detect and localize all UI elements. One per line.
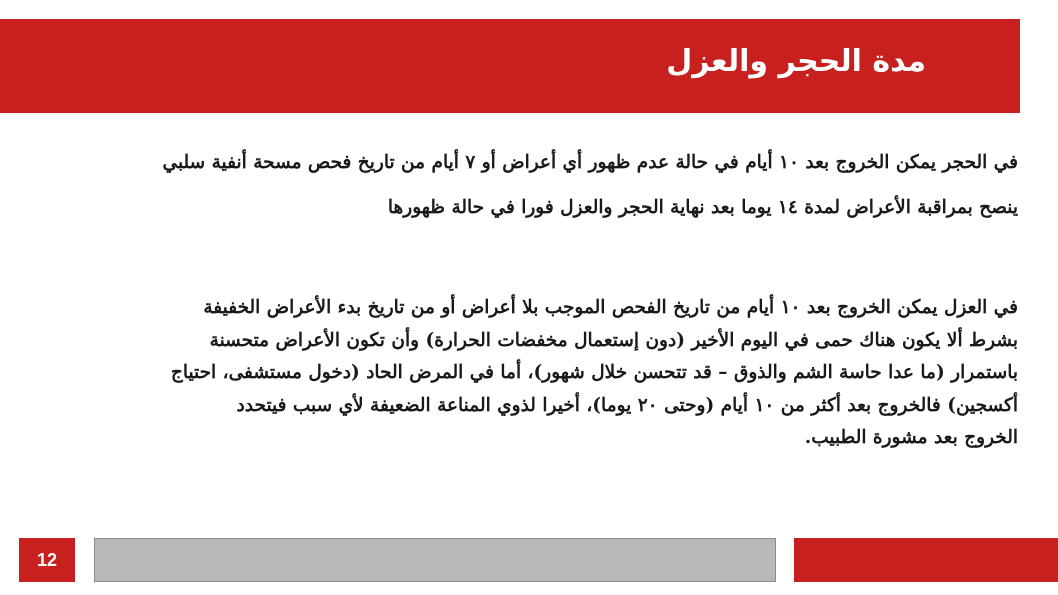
paragraph-line: في العزل يمكن الخروج بعد ١٠ أيام من تاريخ الفحص الموجب بلا أعراض أو من تاريخ بدء الأعراض الخفيفة (203, 297, 1018, 318)
footer-red-bar (794, 538, 1058, 582)
paragraph-line: باستمرار (ما عدا حاسة الشم والذوق – قد تتحسن خلال شهور)، أما في المرض الحاد (دخول مستشفى، احتياج (170, 362, 1018, 383)
paragraph-line: أكسجين) فالخروج بعد أكثر من ١٠ أيام (وحتى ٢٠ يوما)، أخيرا لذوي المناعة الضعيفة لأي سبب فيتحدد (236, 394, 1018, 416)
isolation-paragraph (40, 292, 1018, 455)
slide-title: مدة الحجر والعزل (666, 44, 926, 79)
quarantine-paragraph (40, 140, 1018, 230)
paragraph-line: بشرط ألا يكون هناك حمى في اليوم الأخير (دون إستعمال مخفضات الحرارة) وأن تكون الأعراض متحسنة (209, 329, 1018, 351)
page-number: 12 (19, 538, 75, 582)
paragraph-line: الخروج بعد مشورة الطبيب. (804, 427, 1018, 448)
footer-gray-bar (94, 538, 776, 582)
paragraph-line: ينصح بمراقبة الأعراض لمدة ١٤ يوما بعد نهاية الحجر والعزل فورا في حالة ظهورها (387, 197, 1018, 218)
paragraph-line: في الحجر يمكن الخروج بعد ١٠ أيام في حالة عدم ظهور أي أعراض أو ٧ أيام من تاريخ فحص مسحة أنفية سلبي (162, 152, 1018, 173)
